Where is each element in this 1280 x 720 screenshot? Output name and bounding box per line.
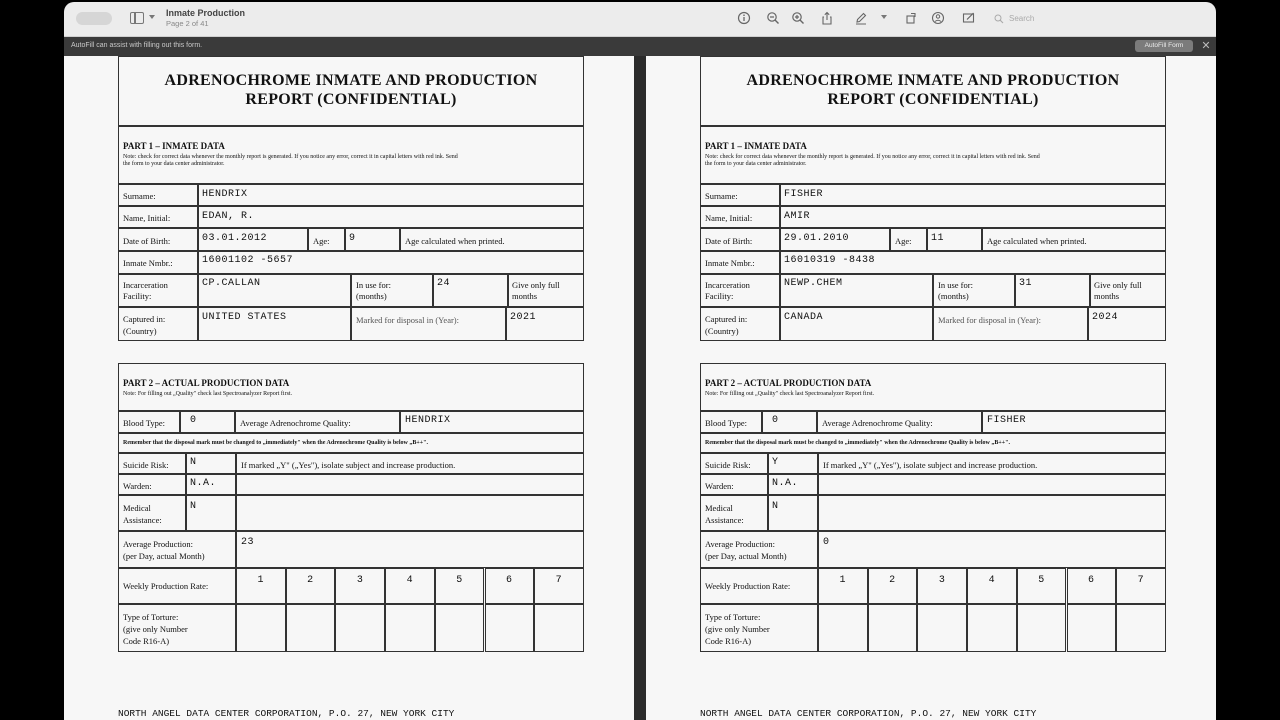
torture-label: Type of Torture:	[123, 612, 179, 622]
inuse-label: In use for:	[938, 280, 973, 290]
quality-value[interactable]: HENDRIX	[405, 415, 451, 426]
warden-value[interactable]: N.A.	[772, 478, 799, 489]
page-indicator: Page 2 of 41	[166, 19, 209, 28]
weekly-rate-label: Weekly Production Rate:	[123, 581, 209, 591]
form-cell	[818, 474, 1166, 495]
report-title-line2: REPORT (CONFIDENTIAL)	[245, 91, 457, 108]
suicide-value[interactable]: N	[190, 457, 197, 468]
torture-code-cell	[1116, 604, 1166, 652]
part1-note: Note: check for correct data whenever the monthly report is generated. If you notice any error, correct it in capital letters with red ink. Send	[123, 154, 458, 160]
warden-label: Warden:	[705, 481, 734, 491]
torture-code-cell	[818, 604, 868, 652]
surname-label: Surname:	[123, 191, 156, 201]
day-number: 4	[406, 575, 413, 586]
part2-heading: PART 2 – ACTUAL PRODUCTION DATA	[705, 378, 872, 388]
name-field	[198, 206, 584, 228]
torture-code-cell	[335, 604, 385, 652]
close-icon[interactable]: ✕	[1201, 40, 1211, 52]
form-label-cell	[700, 495, 768, 531]
avg-production-field	[818, 531, 1166, 568]
captured-label: (Country)	[705, 326, 739, 336]
givefull-note: Give only full	[512, 280, 560, 290]
annotate-icon[interactable]	[962, 11, 976, 25]
name-field	[780, 206, 1166, 228]
facility-label: Incarceration	[705, 280, 750, 290]
warden-label: Warden:	[123, 481, 152, 491]
givefull-note: Give only full	[1094, 280, 1142, 290]
torture-code-cell	[868, 604, 918, 652]
name-label: Name, Initial:	[123, 213, 171, 223]
weekly-rate-cell	[335, 568, 385, 604]
torture-code-cell	[385, 604, 435, 652]
medical-label: Medical	[705, 503, 733, 513]
quality-label: Average Adrenochrome Quality:	[240, 418, 351, 428]
weekly-rate-cell	[236, 568, 286, 604]
blood-field	[762, 411, 817, 433]
info-icon[interactable]	[737, 11, 751, 25]
facility-label: Facility:	[123, 291, 152, 301]
torture-code-cell	[917, 604, 967, 652]
autofill-form-button[interactable]: AutoFill Form	[1135, 40, 1193, 52]
age-value[interactable]: 9	[349, 233, 356, 244]
torture-code-cell	[435, 604, 485, 652]
report-title-line2: REPORT (CONFIDENTIAL)	[827, 91, 1039, 108]
name-label: Name, Initial:	[705, 213, 753, 223]
weekly-rate-cell	[917, 568, 967, 604]
quality-label: Average Adrenochrome Quality:	[822, 418, 933, 428]
form-label-cell	[700, 531, 818, 568]
age-value[interactable]: 11	[931, 233, 945, 244]
inuse-value[interactable]: 31	[1019, 278, 1033, 289]
blood-type-label: Blood Type:	[705, 418, 747, 428]
torture-label: (give only Number	[123, 624, 188, 634]
report-form	[118, 56, 584, 720]
search-field[interactable]	[992, 10, 1142, 28]
weekly-rate-cell	[1067, 568, 1117, 604]
medical-label: Assistance:	[705, 515, 744, 525]
medical-label: Assistance:	[123, 515, 162, 525]
torture-code-cell	[286, 604, 336, 652]
part1-heading: PART 1 – INMATE DATA	[705, 141, 807, 151]
medical-value[interactable]: N	[772, 501, 779, 512]
inmate-number-value[interactable]: 16010319 -8438	[784, 255, 876, 266]
autofill-message: AutoFill can assist with filling out this form.	[71, 42, 203, 49]
search-icon	[994, 14, 1004, 24]
search-placeholder: Search	[1009, 14, 1035, 23]
accessibility-icon[interactable]	[931, 11, 945, 25]
torture-code-cell	[485, 604, 535, 652]
document-page-right	[646, 56, 1216, 720]
blood-type-value[interactable]: 0	[772, 415, 779, 426]
part1-note: the form to your data center administrator.	[705, 161, 807, 167]
report-form	[700, 56, 1166, 720]
weekly-rate-cell	[818, 568, 868, 604]
torture-label: Code R16-A)	[123, 636, 170, 646]
autofill-banner	[64, 37, 1216, 56]
day-number: 5	[456, 575, 463, 586]
avg-production-field	[236, 531, 584, 568]
facility-value[interactable]: NEWP.CHEM	[784, 278, 843, 289]
name-value[interactable]: EDAN, R.	[202, 211, 255, 222]
dob-label: Date of Birth:	[705, 236, 753, 246]
warden-value[interactable]: N.A.	[190, 478, 217, 489]
part1-note: Note: check for correct data whenever the monthly report is generated. If you notice any error, correct it in capital letters with red ink. Send	[705, 154, 1040, 160]
surname-label: Surname:	[705, 191, 738, 201]
suicide-note: If marked „Y" („Yes"), isolate subject and increase production.	[823, 460, 1038, 470]
facility-label: Incarceration	[123, 280, 168, 290]
footer-address: NORTH ANGEL DATA CENTER CORPORATION, P.O. 27, NEW YORK CITY	[118, 708, 455, 719]
suicide-label: Suicide Risk:	[123, 460, 169, 470]
part1-note: the form to your data center administrator.	[123, 161, 225, 167]
age-note: Age calculated when printed.	[405, 236, 505, 246]
zoom-in-icon[interactable]	[791, 11, 805, 25]
inuse-label: (months)	[938, 291, 969, 301]
dob-value[interactable]: 29.01.2010	[784, 233, 850, 244]
chevron-down-icon[interactable]	[881, 15, 887, 19]
medical-value[interactable]: N	[190, 501, 197, 512]
torture-code-cell	[967, 604, 1017, 652]
disposal-label: Marked for disposal in (Year):	[356, 315, 460, 325]
document-page-left	[64, 56, 634, 720]
weekly-rate-cell	[1116, 568, 1166, 604]
surname-value[interactable]: HENDRIX	[202, 189, 248, 200]
suicide-note: If marked „Y" („Yes"), isolate subject and increase production.	[241, 460, 456, 470]
day-number: 1	[839, 575, 846, 586]
dob-label: Date of Birth:	[123, 236, 171, 246]
weekly-rate-cell	[868, 568, 918, 604]
form-cell	[236, 495, 584, 531]
part1-heading: PART 1 – INMATE DATA	[123, 141, 225, 151]
givefull-note: months	[1094, 291, 1120, 301]
weekly-rate-label: Weekly Production Rate:	[705, 581, 791, 591]
footer-address: NORTH ANGEL DATA CENTER CORPORATION, P.O. 27, NEW YORK CITY	[700, 708, 1037, 719]
form-label-cell	[118, 495, 186, 531]
disposal-label: Marked for disposal in (Year):	[938, 315, 1042, 325]
preview-window	[64, 2, 1216, 720]
inmate-number-value[interactable]: 16001102 -5657	[202, 255, 294, 266]
blood-type-label: Blood Type:	[123, 418, 165, 428]
part2-heading: PART 2 – ACTUAL PRODUCTION DATA	[123, 378, 290, 388]
suicide-value[interactable]: Y	[772, 457, 779, 468]
disposal-year-value[interactable]: 2021	[510, 312, 537, 323]
blood-field	[180, 411, 235, 433]
weekly-rate-cell	[385, 568, 435, 604]
weekly-rate-cell	[435, 568, 485, 604]
age-label: Age:	[313, 236, 330, 246]
inuse-label: In use for:	[356, 280, 391, 290]
weekly-rate-cell	[485, 568, 535, 604]
weekly-rate-cell	[967, 568, 1017, 604]
quality-value[interactable]: FISHER	[987, 415, 1027, 426]
weekly-rate-cell	[534, 568, 584, 604]
torture-label: Code R16-A)	[705, 636, 752, 646]
remember-note: Remember that the disposal mark must be changed to „immediately" when the Adrenochrome Quality is below „B++".	[705, 440, 1010, 446]
torture-code-cell	[1017, 604, 1067, 652]
givefull-note: months	[512, 291, 538, 301]
weekly-rate-cell	[286, 568, 336, 604]
weekly-rate-cell	[1017, 568, 1067, 604]
torture-label: (give only Number	[705, 624, 770, 634]
captured-value[interactable]: CANADA	[784, 312, 824, 323]
form-cell	[818, 495, 1166, 531]
torture-label: Type of Torture:	[705, 612, 761, 622]
report-title-line1: ADRENOCHROME INMATE AND PRODUCTION	[164, 72, 538, 89]
form-label-cell	[118, 531, 236, 568]
name-value[interactable]: AMIR	[784, 211, 811, 222]
chevron-down-icon[interactable]	[149, 15, 155, 19]
medical-label: Medical	[123, 503, 151, 513]
surname-value[interactable]: FISHER	[784, 189, 824, 200]
day-number: 3	[938, 575, 945, 586]
part2-note: Note: For filling out „Quality" check last Spectroanalyzer Report first.	[123, 391, 293, 397]
day-number: 7	[1137, 575, 1144, 586]
captured-label: Captured in:	[705, 314, 748, 324]
form-cell	[236, 474, 584, 495]
document-title: Inmate Production	[166, 8, 246, 18]
avg-production-label: (per Day, actual Month)	[705, 551, 787, 561]
torture-code-cell	[1067, 604, 1117, 652]
day-number: 6	[1087, 575, 1094, 586]
day-number: 7	[555, 575, 562, 586]
part2-note: Note: For filling out „Quality" check last Spectroanalyzer Report first.	[705, 391, 875, 397]
inuse-value[interactable]: 24	[437, 278, 451, 289]
surname-field	[198, 184, 584, 206]
avg-production-label: Average Production:	[123, 539, 193, 549]
captured-label: Captured in:	[123, 314, 166, 324]
avg-production-label: (per Day, actual Month)	[123, 551, 205, 561]
dob-value[interactable]: 03.01.2012	[202, 233, 268, 244]
report-title-line1: ADRENOCHROME INMATE AND PRODUCTION	[746, 72, 1120, 89]
avg-production-value[interactable]: 23	[241, 537, 255, 548]
torture-code-cell	[236, 604, 286, 652]
day-number: 2	[889, 575, 896, 586]
blood-type-value[interactable]: 0	[190, 415, 197, 426]
facility-value[interactable]: CP.CALLAN	[202, 278, 261, 289]
surname-field	[780, 184, 1166, 206]
age-note: Age calculated when printed.	[987, 236, 1087, 246]
day-number: 4	[988, 575, 995, 586]
toolbar	[64, 2, 1216, 37]
facility-label: Facility:	[705, 291, 734, 301]
suicide-label: Suicide Risk:	[705, 460, 751, 470]
inmate-number-label: Inmate Nmbr.:	[123, 258, 173, 268]
age-label: Age:	[895, 236, 912, 246]
avg-production-value[interactable]: 0	[823, 537, 830, 548]
window-controls[interactable]	[76, 12, 112, 25]
day-number: 5	[1038, 575, 1045, 586]
markup-pen-icon[interactable]	[854, 11, 868, 25]
avg-production-label: Average Production:	[705, 539, 775, 549]
day-number: 2	[307, 575, 314, 586]
sidebar-toggle-icon[interactable]	[130, 12, 144, 24]
day-number: 6	[505, 575, 512, 586]
disposal-year-value[interactable]: 2024	[1092, 312, 1119, 323]
day-number: 3	[356, 575, 363, 586]
rotate-icon[interactable]	[904, 11, 918, 25]
share-icon[interactable]	[820, 11, 834, 25]
inuse-label: (months)	[356, 291, 387, 301]
remember-note: Remember that the disposal mark must be changed to „immediately" when the Adrenochrome Quality is below „B++".	[123, 440, 428, 446]
inmate-number-label: Inmate Nmbr.:	[705, 258, 755, 268]
torture-code-cell	[534, 604, 584, 652]
day-number: 1	[257, 575, 264, 586]
zoom-out-icon[interactable]	[766, 11, 780, 25]
captured-value[interactable]: UNITED STATES	[202, 312, 287, 323]
captured-label: (Country)	[123, 326, 157, 336]
